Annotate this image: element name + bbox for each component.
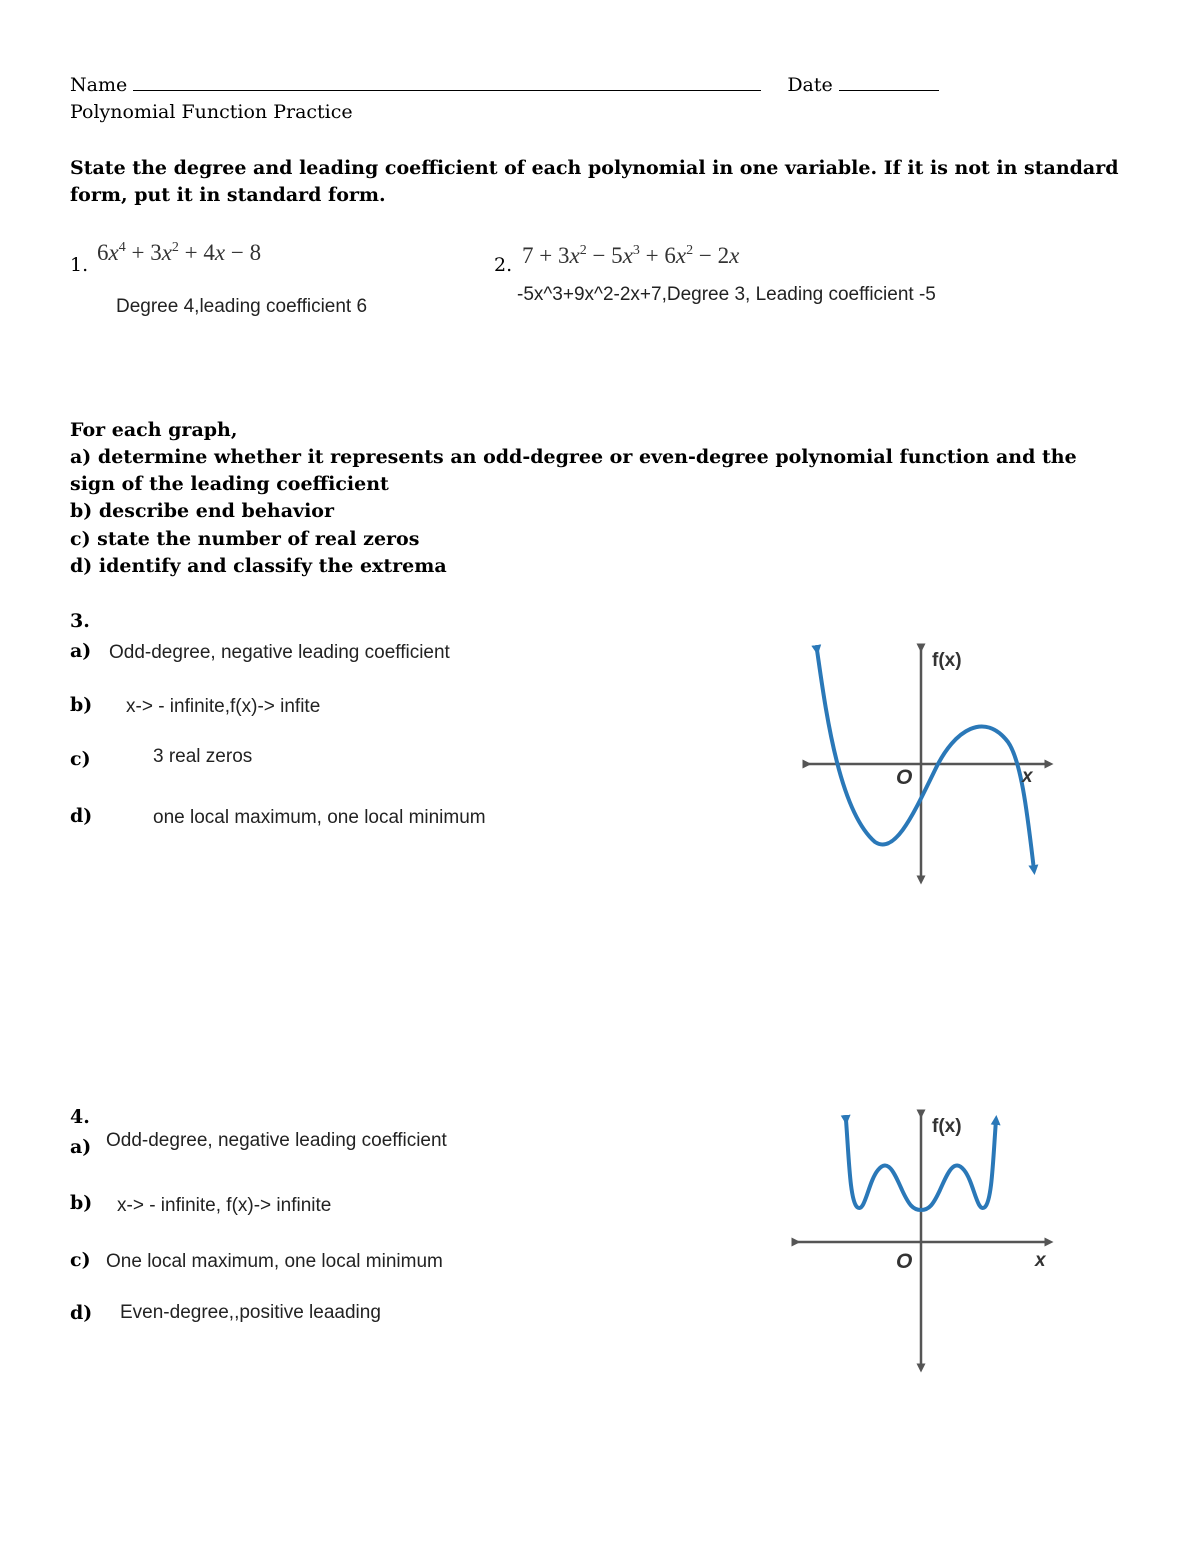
q3-label-b: b)	[70, 694, 93, 716]
q3-answer-b[interactable]: x-> - infinite,f(x)-> infite	[126, 696, 321, 717]
problem-1-answer[interactable]: Degree 4,leading coefficient 6	[116, 296, 368, 317]
section2-part-d: d) identify and classify the extrema	[70, 555, 447, 577]
q3-label-a: a)	[70, 640, 92, 662]
q4-answer-b[interactable]: x-> - infinite, f(x)-> infinite	[117, 1195, 332, 1216]
section2-part-a: a) determine whether it represents an odd-degree or even-degree polynomial function and the	[70, 446, 1077, 468]
q4-label-a: a)	[70, 1136, 92, 1158]
date-label: Date	[787, 74, 833, 96]
q4-x-axis-label: x	[1035, 1250, 1046, 1271]
section1-instruction-line2: form, put it in standard form.	[70, 184, 386, 206]
q4-origin-label: O	[896, 1250, 913, 1273]
q3-answer-d[interactable]: one local maximum, one local minimum	[153, 807, 486, 828]
q3-y-axis-label: f(x)	[932, 650, 962, 671]
q3-answer-a[interactable]: Odd-degree, negative leading coefficient	[109, 642, 450, 663]
section2-part-a-cont: sign of the leading coefficient	[70, 473, 389, 495]
q4-label-b: b)	[70, 1192, 93, 1214]
q4-label-d: d)	[70, 1302, 93, 1324]
q4-answer-c[interactable]: One local maximum, one local minimum	[106, 1251, 443, 1272]
section2-part-b: b) describe end behavior	[70, 500, 334, 522]
problem-2-answer[interactable]: -5x^3+9x^2-2x+7,Degree 3, Leading coefficient -5	[517, 284, 936, 305]
question-4-number: 4.	[70, 1106, 90, 1128]
name-label: Name	[70, 74, 128, 96]
problem-2-number: 2.	[494, 254, 513, 276]
q3-label-c: c)	[70, 748, 91, 770]
q4-y-axis-label: f(x)	[932, 1116, 962, 1137]
q4-answer-a[interactable]: Odd-degree, negative leading coefficient	[106, 1130, 447, 1151]
worksheet-title: Polynomial Function Practice	[70, 101, 353, 123]
problem-2-expression: $7 + 3x^2 - 5x^3 + 6x^2 - 2x$	[522, 243, 740, 268]
q4-answer-d[interactable]: Even-degree,,positive leaading	[120, 1302, 381, 1323]
problem-1-expression: $6x^4 + 3x^2 + 4x - 8$	[97, 240, 262, 265]
q4-label-c: c)	[70, 1249, 91, 1271]
q3-origin-label: O	[896, 766, 913, 789]
question-3-number: 3.	[70, 610, 90, 632]
problem-1-number: 1.	[70, 254, 89, 276]
section2-intro: For each graph,	[70, 419, 238, 441]
q3-x-axis-label: x	[1022, 766, 1033, 787]
q3-label-d: d)	[70, 805, 93, 827]
section2-part-c: c) state the number of real zeros	[70, 528, 420, 550]
section1-instruction-line1: State the degree and leading coefficient of each polynomial in one variable. If it is not in standard	[70, 157, 1119, 179]
q3-answer-c[interactable]: 3 real zeros	[153, 746, 253, 767]
